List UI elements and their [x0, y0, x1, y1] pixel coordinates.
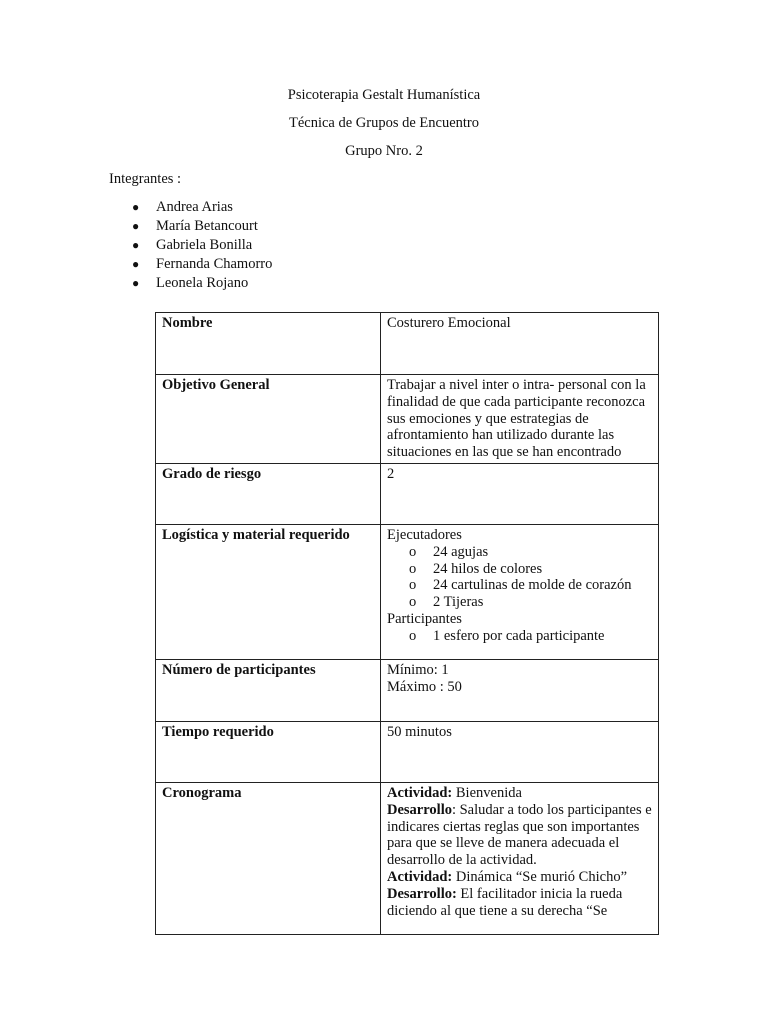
list-item: o 2 Tijeras — [409, 594, 484, 611]
table-row — [156, 463, 659, 524]
participantes-title: Participantes — [387, 610, 462, 627]
min-participants: Mínimo: 1 — [387, 661, 449, 678]
participantes-list — [387, 628, 652, 645]
ejecutadores-list — [387, 544, 652, 611]
list-item: o 1 esfero por cada participante — [409, 627, 605, 644]
circle-bullet-icon: o — [409, 577, 417, 594]
row-label-logistica: Logística y material requerido — [156, 524, 381, 659]
row-label-numero: Número de participantes — [156, 659, 381, 721]
row-label-nombre: Nombre — [156, 313, 381, 375]
row-value-riesgo: 2 — [381, 463, 659, 524]
circle-bullet-icon: o — [409, 594, 417, 611]
row-value-numero — [381, 659, 659, 721]
members-label: Integrantes : — [109, 171, 182, 187]
bullet-icon: ● — [132, 219, 140, 233]
row-label-riesgo: Grado de riesgo — [156, 463, 381, 524]
bullet-icon: ● — [132, 200, 140, 214]
row-value-tiempo: 50 minutos — [381, 721, 659, 782]
bullet-icon: ● — [132, 257, 140, 271]
list-item: o 24 hilos de colores — [409, 560, 543, 577]
activity-table — [155, 312, 659, 935]
circle-bullet-icon: o — [409, 627, 417, 644]
document-subtitle: Técnica de Grupos de Encuentro — [288, 115, 480, 131]
row-label-tiempo: Tiempo requerido — [156, 721, 381, 782]
development-1: Desarrollo: Saludar a todo los participantes e indicares ciertas reglas que son importantes para que se lleve de manera adecuada el desarrollo de la actividad. — [387, 801, 652, 869]
list-item: o 24 agujas — [409, 543, 489, 560]
activity-2: Actividad: Dinámica “Se murió Chicho” — [387, 868, 628, 885]
list-item: ● María Betancourt — [132, 218, 258, 234]
row-label-cronograma: Cronograma — [156, 782, 381, 934]
table-row — [156, 659, 659, 721]
bullet-icon: ● — [132, 238, 140, 252]
row-value-logistica — [381, 524, 659, 659]
bullet-icon: ● — [132, 276, 140, 290]
table-row — [156, 375, 659, 464]
table-row — [156, 782, 659, 934]
list-item: o 24 cartulinas de molde de corazón — [409, 577, 632, 594]
row-value-objetivo: Trabajar a nivel inter o intra- personal con la finalidad de que cada participante reconozca sus emociones y que estrategias de afrontamiento han utilizado durante las situaciones en las que se han encontrado — [381, 375, 659, 464]
activity-1: Actividad: Bienvenida — [387, 784, 522, 801]
members-list — [130, 198, 272, 293]
row-value-nombre: Costurero Emocional — [381, 313, 659, 375]
row-label-objetivo: Objetivo General — [156, 375, 381, 464]
max-participants: Máximo : 50 — [387, 678, 462, 695]
table-row — [156, 524, 659, 659]
document-title: Psicoterapia Gestalt Humanística — [287, 87, 481, 103]
group-number: Grupo Nro. 2 — [345, 143, 423, 159]
list-item: ● Gabriela Bonilla — [132, 237, 253, 253]
development-2: Desarrollo: El facilitador inicia la rueda diciendo al que tiene a su derecha “Se — [387, 885, 623, 919]
table-row — [156, 721, 659, 782]
ejecutadores-title: Ejecutadores — [387, 526, 462, 543]
circle-bullet-icon: o — [409, 543, 417, 560]
circle-bullet-icon: o — [409, 560, 417, 577]
list-item: ● Leonela Rojano — [132, 275, 249, 291]
list-item: ● Fernanda Chamorro — [132, 256, 273, 272]
list-item: ● Andrea Arias — [132, 199, 233, 215]
table-row — [156, 313, 659, 375]
row-value-cronograma — [381, 782, 659, 934]
